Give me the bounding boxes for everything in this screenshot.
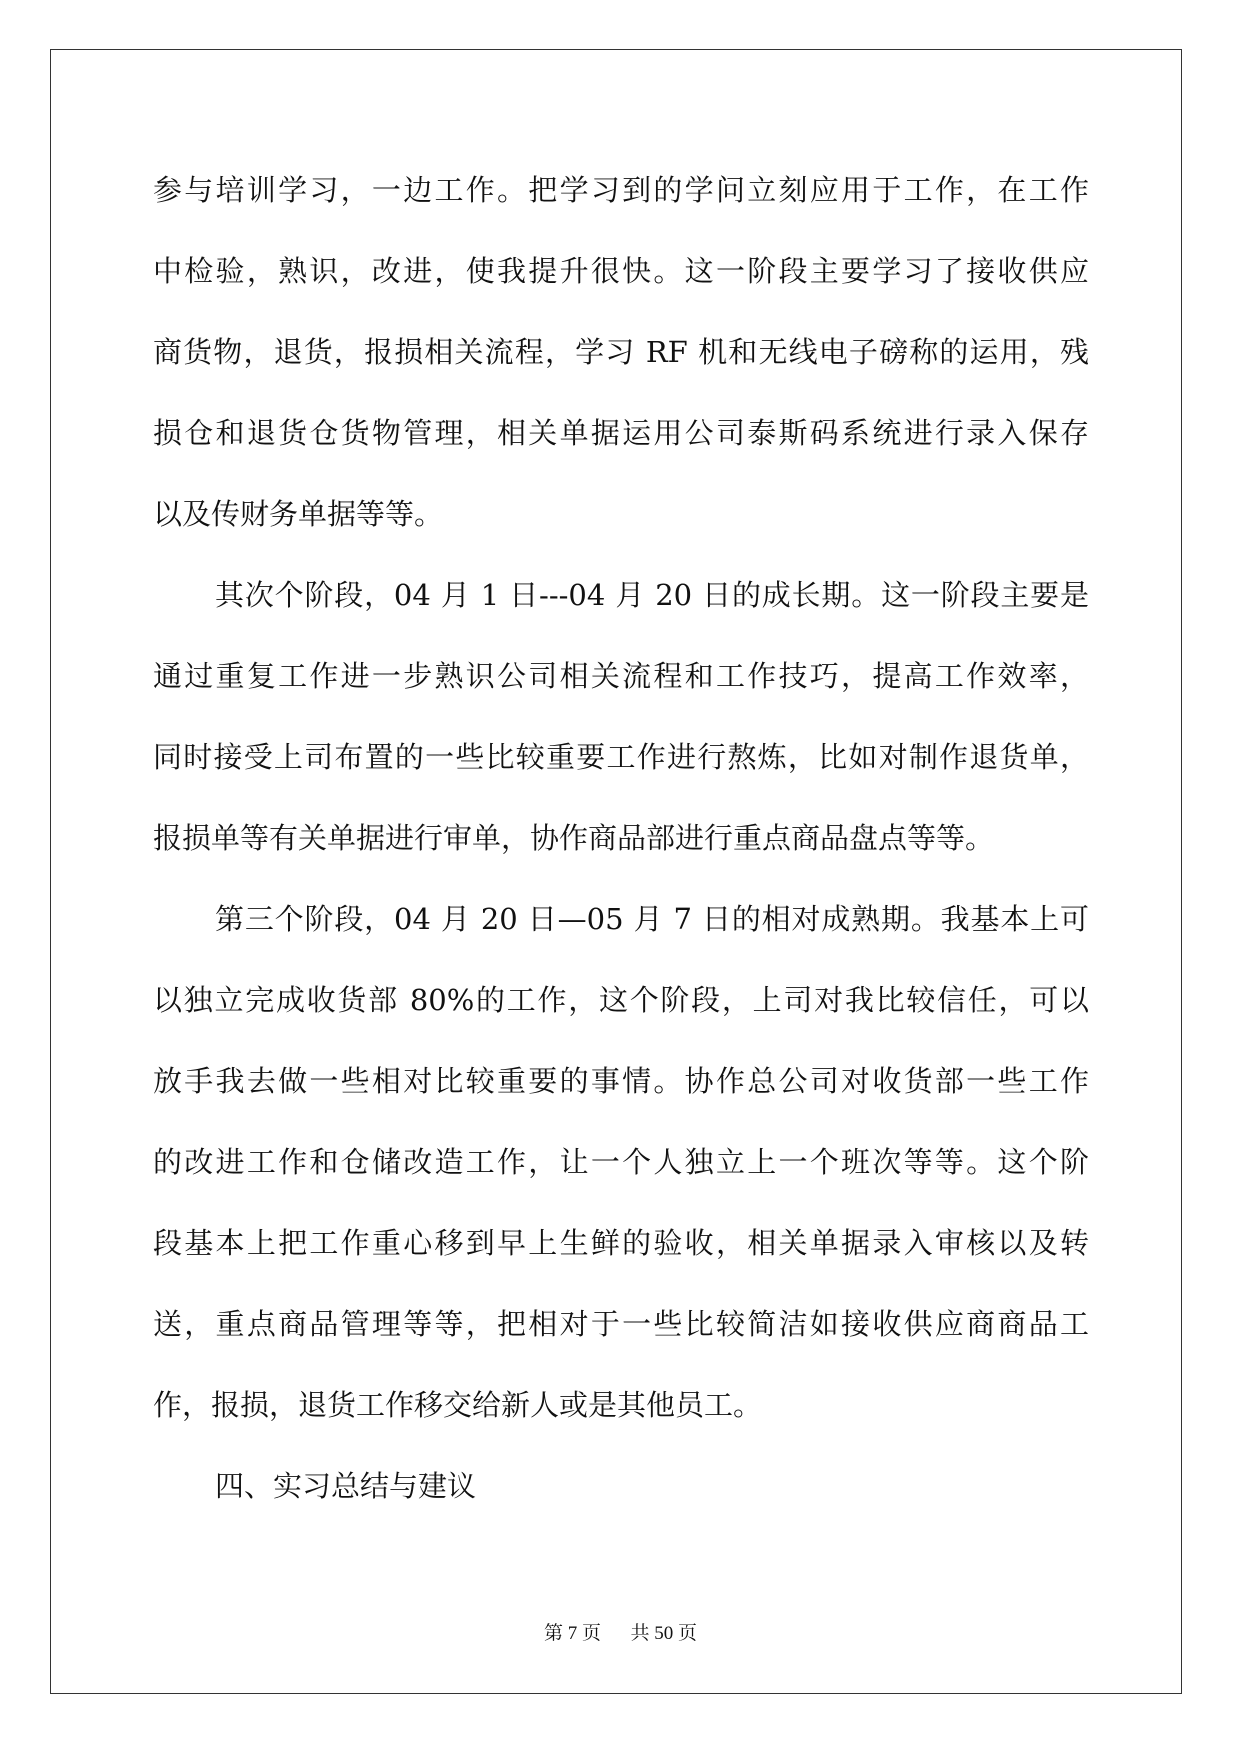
- paragraph-line: 商货物，退货，报损相关流程，学习 RF 机和无线电子磅称的运用，残: [153, 335, 1089, 369]
- document-body: [153, 160, 1089, 1537]
- paragraph-line: 作，报损，退货工作移交给新人或是其他员工。: [153, 1388, 763, 1422]
- paragraph-line: 损仓和退货仓货物管理，相关单据运用公司泰斯码系统进行录入保存: [153, 416, 1089, 450]
- paragraph-line: 放手我去做一些相对比较重要的事情。协作总公司对收货部一些工作: [153, 1064, 1089, 1098]
- paragraph-line: 段基本上把工作重心移到早上生鲜的验收，相关单据录入审核以及转: [153, 1226, 1089, 1260]
- paragraph-line: 同时接受上司布置的一些比较重要工作进行熬炼，比如对制作退货单，: [153, 740, 1089, 774]
- page-number: 第 7 页: [543, 1623, 601, 1644]
- section-heading: 四、实习总结与建议: [215, 1469, 477, 1503]
- paragraph-line: 其次个阶段，04 月 1 日---04 月 20 日的成长期。这一阶段主要是: [215, 578, 1089, 612]
- paragraph-line: 中检验，熟识，改进，使我提升很快。这一阶段主要学习了接收供应: [153, 254, 1089, 288]
- paragraph-line: 送，重点商品管理等等，把相对于一些比较简洁如接收供应商商品工: [153, 1307, 1089, 1341]
- paragraph-line: 以及传财务单据等等。: [153, 497, 444, 531]
- paragraph-line: 参与培训学习，一边工作。把学习到的学问立刻应用于工作，在工作: [153, 173, 1089, 207]
- paragraph-line: 的改进工作和仓储改造工作，让一个人独立上一个班次等等。这个阶: [153, 1145, 1089, 1179]
- paragraph-line: 第三个阶段，04 月 20 日—05 月 7 日的相对成熟期。我基本上可: [215, 902, 1089, 936]
- paragraph-line: 以独立完成收货部 80%的工作，这个阶段，上司对我比较信任，可以: [153, 983, 1089, 1017]
- paragraph-line: 报损单等有关单据进行审单，协作商品部进行重点商品盘点等等。: [153, 821, 995, 855]
- paragraph-line: 通过重复工作进一步熟识公司相关流程和工作技巧，提高工作效率，: [153, 659, 1089, 693]
- page-footer: [0, 1618, 1241, 1645]
- page-total: 共 50 页: [630, 1623, 698, 1644]
